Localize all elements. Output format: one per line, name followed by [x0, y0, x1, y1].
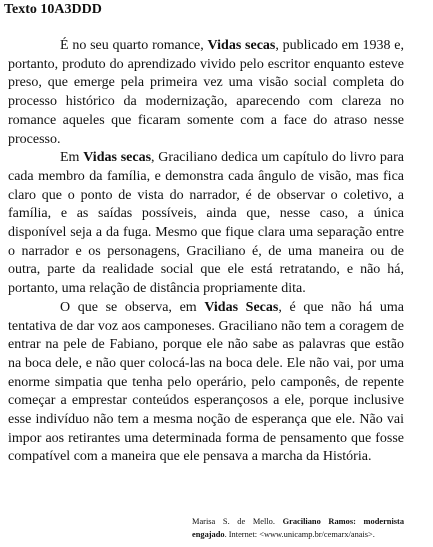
source-work-title: Graciliano Ramos: modernista engajado: [192, 517, 405, 539]
paragraph-3: [8, 299, 404, 467]
source-author: Marisa S. de Mello.: [192, 517, 275, 526]
paragraph-2: [8, 149, 404, 299]
paragraph-1-rest: , publicado em 1938 e, portanto, produto do aprendizado vivido pelo escritor enquanto esteve preso, que emerge pela primeira vez uma visão social completa do processo histórico da modernização, aparecendo com clareza no romance aqueles que ficaram somente com a face do atraso nesse processo.: [8, 38, 404, 147]
text-body: [8, 37, 404, 467]
text-title: Texto 10A3DDD: [4, 2, 102, 17]
source-internet: . Internet: <www.unicamp.br/cemarx/anais>.: [224, 529, 375, 539]
source-citation: [192, 516, 404, 541]
paragraph-1: [8, 37, 404, 149]
book-title-3: Vidas Secas: [204, 299, 279, 315]
paragraph-1-start: É no seu quarto romance,: [60, 38, 208, 53]
paragraph-2-rest: , Graciliano dedica um capítulo do livro para cada membro da família, e demonstra cada ângulo de visão, mas fica claro que o ponto de vista do narrador, é de observar o coletivo, a família, e as saídas possíveis, ainda que, nesse caso, a única disponível seja a da fuga. Mesmo que fique clara uma separação entre o narrador e os personagens, Graciliano é, de uma maneira ou de outra, parte da realidade social que ele está retratando, e não há, portanto, uma relação de distância propriamente dita.: [8, 150, 404, 297]
paragraph-3-rest: , é que não há uma tentativa de dar voz aos camponeses. Graciliano não tem a coragem de entrar na pele de Fabiano, porque ele não sabe as palavras que estão na boca dele, e não quer colocá-las na boca dele. Ele não vai, por uma enorme simpatia que tenha pelo operário, pelo camponês, de repente começar a emprestar conteúdos esperançosos a ele, porque inclusive esse indivíduo não tem a mesma noção de esperança que ele. Não vai impor aos retirantes uma determinada forma de pensamento que fosse compatível com a maneira que ele pensava a marcha da História.: [8, 299, 404, 465]
book-title-1: Vidas secas: [207, 38, 276, 53]
book-title-2: Vidas secas: [83, 150, 152, 166]
paragraph-3-start: O que se observa, em: [60, 299, 205, 315]
paragraph-2-start: Em: [60, 150, 84, 166]
